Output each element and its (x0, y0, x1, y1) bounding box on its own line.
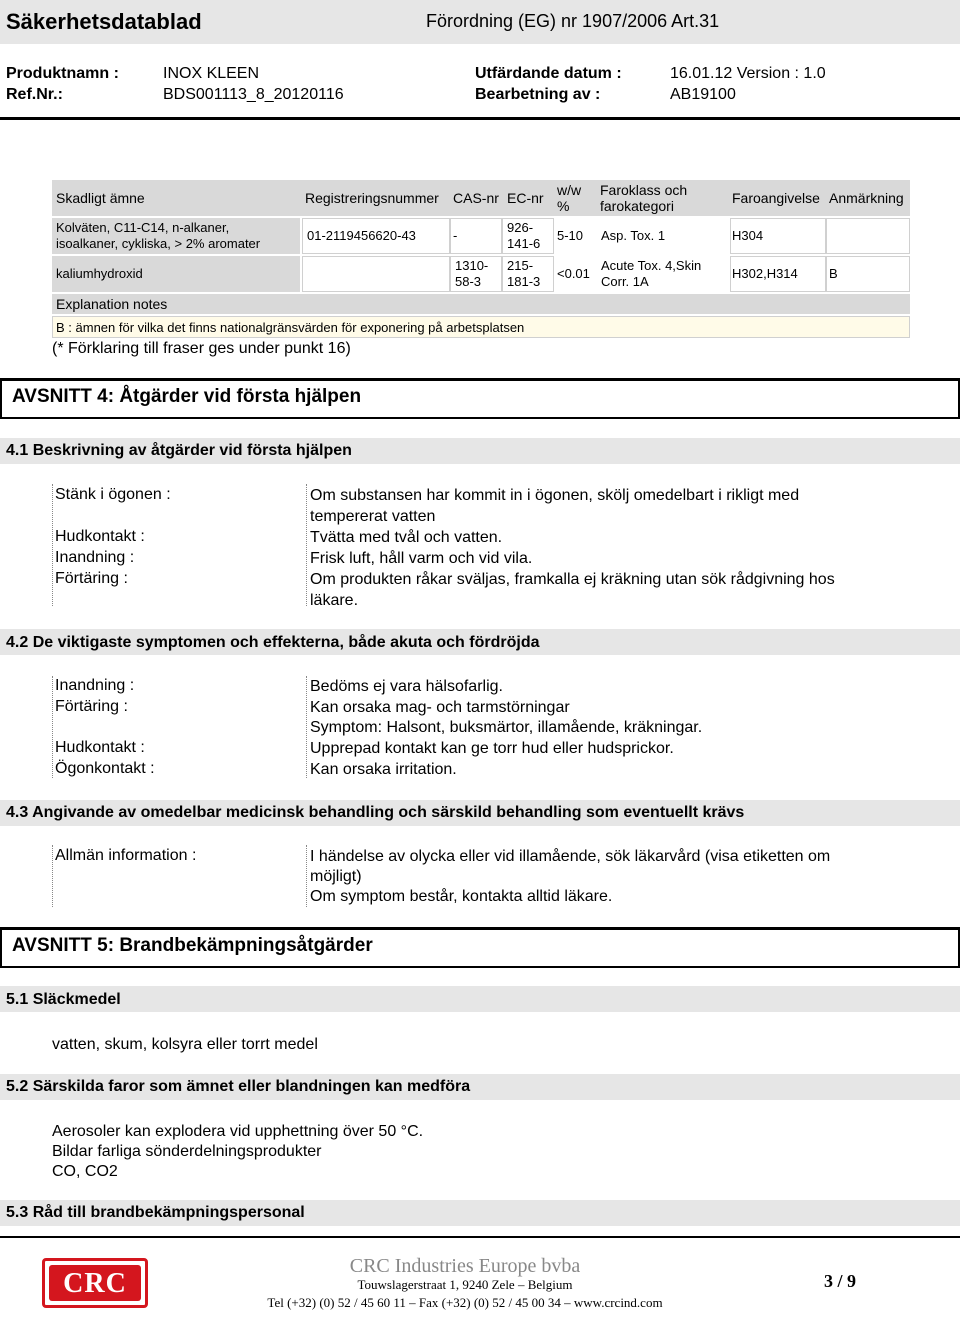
table-row-ww: 5-10 (557, 228, 584, 243)
row1-note-bg (826, 218, 910, 254)
crc-logo-text: CRC (63, 1268, 127, 1299)
table-row-ec-2: 181-3 (507, 274, 541, 289)
table-row-ww: <0.01 (557, 266, 590, 281)
s42-text-skin: Upprepad kontakt kan ge torr hud eller hudsprickor. (310, 740, 674, 757)
table-row-cas: 1310- (455, 258, 489, 273)
notes-header: Explanation notes (56, 296, 168, 312)
table-row-hazard: H302,H314 (732, 266, 798, 281)
s42-title: 4.2 De viktigaste symptomen och effekterna, både akuta och fördröjda (6, 634, 540, 651)
table-row-cas-2: 58-3 (455, 274, 482, 289)
table-row-substance-2: isoalkaner, cykliska, > 2% aromater (56, 236, 261, 251)
s42-label-eyes: Ögonkontakt : (55, 760, 155, 777)
s51-text: vatten, skum, kolsyra eller torrt medel (52, 1036, 318, 1053)
section5-header (0, 927, 960, 968)
product-label: Produktnamn : (6, 65, 119, 82)
issue-value: 16.01.12 Version : 1.0 (670, 65, 826, 82)
section5-title: AVSNITT 5: Brandbekämpningsåtgärder (12, 935, 373, 956)
s41-label-eyes: Stänk i ögonen : (55, 486, 171, 503)
section4-title: AVSNITT 4: Åtgärder vid första hjälpen (12, 386, 362, 407)
s41-text-eyes: Om substansen har kommit in i ögonen, skölj omedelbart i rikligt med (310, 487, 800, 504)
footer-company: CRC Industries Europe bvba (349, 1255, 581, 1277)
table-row-ec: 926- (507, 220, 534, 235)
s41-mid-border (306, 484, 307, 606)
s51-title: 5.1 Släckmedel (6, 991, 121, 1008)
s52-text-3: CO, CO2 (52, 1163, 118, 1180)
table-row-substance: kaliumhydroxid (56, 266, 143, 281)
th-hazard: Faroangivelse (732, 190, 820, 206)
issue-label: Utfärdande datum : (475, 65, 622, 82)
s52-text-2: Bildar farliga sönderdelningsprodukter (52, 1143, 322, 1160)
s42-mid-border (306, 676, 307, 778)
th-note: Anmärkning (829, 190, 904, 206)
table-row-ec-2: 141-6 (507, 236, 541, 251)
product-value: INOX KLEEN (163, 65, 260, 82)
s42-text-ingest-2: Symptom: Halsont, buksmärtor, illamående, kräkningar. (310, 719, 703, 736)
crc-logo (42, 1258, 148, 1308)
s41-label-ingest: Förtäring : (55, 570, 128, 587)
row2-note-bg (826, 256, 910, 292)
header-divider (0, 117, 960, 120)
s41-label-inhal: Inandning : (55, 549, 135, 566)
table-row-class: Acute Tox. 4,Skin (601, 258, 702, 273)
footer-address: Touwslagerstraat 1, 9240 Zele – Belgium (357, 1277, 573, 1292)
th-substance: Skadligt ämne (56, 190, 145, 206)
s42-left-border (52, 676, 53, 778)
regulation-text: Förordning (EG) nr 1907/2006 Art.31 (426, 11, 720, 31)
th-ec: EC-nr (507, 190, 544, 206)
ref-value: BDS001113_8_20120116 (163, 86, 344, 103)
page-number: 3 / 9 (823, 1271, 856, 1291)
s43-label: Allmän information : (55, 847, 197, 864)
s42-text-ingest: Kan orsaka mag- och tarmstörningar (310, 699, 570, 716)
s43-text-2: möjligt) (310, 868, 362, 885)
s41-left-border (52, 484, 53, 606)
section4-header (0, 378, 960, 419)
s41-text-ingest: Om produkten råkar sväljas, framkalla ej kräkning utan sök rådgivning hos (310, 571, 835, 588)
notes-header-row (52, 294, 910, 314)
s42-label-skin: Hudkontakt : (55, 739, 145, 756)
table-row-note: B (829, 266, 838, 281)
s51-bg (0, 986, 960, 1012)
table-row-class: Asp. Tox. 1 (601, 228, 666, 243)
s41-text-skin: Tvätta med tvål och vatten. (310, 529, 503, 546)
document-title: Säkerhetsdatablad (6, 9, 202, 34)
footnote: (* Förklaring till fraser ges under punkt 16) (52, 340, 351, 357)
s43-mid-border (306, 845, 307, 907)
th-reg: Registreringsnummer (305, 190, 439, 206)
s43-left-border (52, 845, 53, 907)
s41-text-eyes-2: tempererat vatten (310, 508, 436, 525)
table-row-hazard: H304 (732, 228, 764, 243)
table-row-substance: Kolväten, C11-C14, n-alkaner, (56, 220, 230, 235)
s42-text-eyes: Kan orsaka irritation. (310, 761, 457, 778)
s43-title: 4.3 Angivande av omedelbar medicinsk behandling och särskild behandling som eventuellt krävs (6, 804, 745, 821)
note-b-text: B : ämnen för vilka det finns nationalgränsvärden för exponering på arbetsplatsen (56, 320, 525, 335)
th-class: Faroklass och farokategori (600, 182, 688, 214)
s41-text-inhal: Frisk luft, håll varm och vid vila. (310, 550, 533, 567)
s43-text-3: Om symptom består, kontakta alltid läkare. (310, 888, 613, 905)
ref-label: Ref.Nr.: (6, 86, 63, 103)
th-ww: w/w % (557, 182, 582, 214)
s52-text-1: Aerosoler kan explodera vid upphettning över 50 °C. (52, 1123, 424, 1140)
s41-title: 4.1 Beskrivning av åtgärder vid första hjälpen (6, 442, 352, 459)
s42-text-inhal: Bedöms ej vara hälsofarlig. (310, 678, 503, 695)
row2-reg-bg (302, 256, 450, 292)
edit-value: AB19100 (670, 86, 736, 103)
s53-title: 5.3 Råd till brandbekämpningspersonal (6, 1204, 305, 1221)
s52-title: 5.2 Särskilda faror som ämnet eller blandningen kan medföra (6, 1078, 471, 1095)
th-cas: CAS-nr (453, 190, 499, 206)
table-row-ec: 215- (507, 258, 534, 273)
table-row-class-2: Corr. 1A (601, 274, 649, 289)
table-row-cas: - (453, 228, 458, 243)
table-row-reg: 01-2119456620-43 (307, 228, 416, 243)
s41-label-skin: Hudkontakt : (55, 528, 145, 545)
s41-text-ingest-2: läkare. (310, 592, 359, 609)
row1-cas-bg (450, 218, 502, 254)
edit-label: Bearbetning av : (475, 86, 601, 103)
footer-contact: Tel (+32) (0) 52 / 45 60 11 – Fax (+32) (0) 52 / 45 00 34 – www.crcind.com (267, 1295, 663, 1310)
s42-label-ingest: Förtäring : (55, 698, 128, 715)
s43-text-1: I händelse av olycka eller vid illamående, sök läkarvård (visa etiketten om (310, 848, 831, 865)
s42-label-inhal: Inandning : (55, 677, 135, 694)
